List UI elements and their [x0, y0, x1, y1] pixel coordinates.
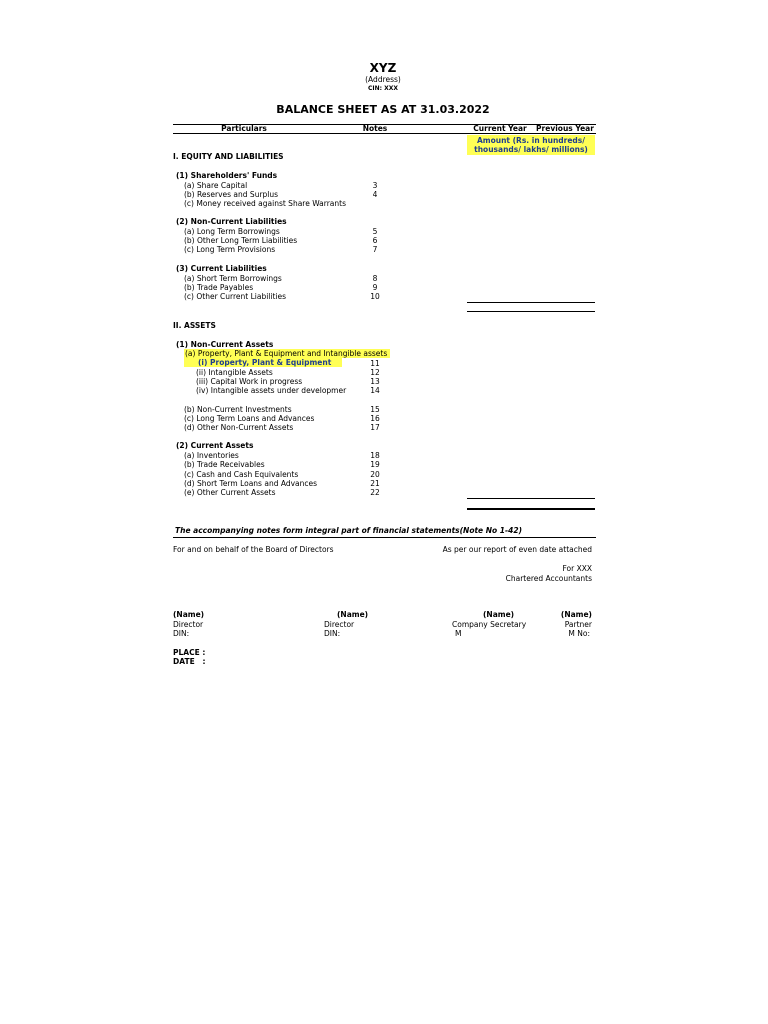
footer-rule — [173, 537, 596, 538]
col-previous-year: Previous Year — [536, 124, 594, 133]
line-item-note: 8 — [372, 274, 378, 283]
line-item-label: (a) Long Term Borrowings — [184, 227, 280, 236]
ppe-subitem-label: (i) Property, Plant & Equipment — [184, 358, 342, 367]
line-item-label: (a) Short Term Borrowings — [184, 274, 282, 283]
amount-note-line1: Amount (Rs. in hundreds/ — [476, 136, 586, 145]
line-item-label: (ii) Intangible Assets — [196, 368, 273, 377]
line-item-note: 5 — [372, 227, 378, 236]
equity-total-rule-top — [467, 302, 595, 303]
place-label: PLACE : — [173, 648, 206, 657]
line-item-label: (b) Other Long Term Liabilities — [184, 236, 298, 245]
line-item-label: (iii) Capital Work in progress — [196, 377, 303, 386]
firm-type: Chartered Accountants — [505, 574, 592, 583]
current-assets-heading: (2) Current Assets — [176, 441, 254, 450]
for-firm: For XXX — [562, 564, 592, 573]
line-item-label: (b) Non-Current Investments — [184, 405, 292, 414]
line-item-label: (d) Other Non-Current Assets — [184, 423, 294, 432]
line-item-label: (c) Long Term Provisions — [184, 245, 276, 254]
line-item-note: 17 — [370, 423, 380, 432]
line-item-note: 6 — [372, 236, 378, 245]
signatory-name: (Name) — [337, 610, 369, 619]
line-item-note: 18 — [370, 451, 380, 460]
line-item-note: 10 — [370, 292, 380, 301]
assets-total-rule-top — [467, 498, 595, 499]
noncurrent-liabilities-heading: (2) Non-Current Liabilities — [176, 217, 287, 226]
line-item-label: (a) Inventories — [184, 451, 239, 460]
report-text: As per our report of even date attached — [442, 545, 592, 554]
line-item-label: (c) Money received against Share Warrants — [184, 199, 346, 208]
line-item-label: (b) Trade Payables — [184, 283, 254, 292]
line-item-note: 14 — [370, 386, 380, 395]
signatory-id: DIN: — [173, 629, 190, 638]
signatory-role: Company Secretary — [452, 620, 527, 629]
signatory-name: (Name) — [173, 610, 205, 619]
line-item-label: (a) Share Capital — [184, 181, 248, 190]
line-item-label: (iv) Intangible assets under developmer — [196, 386, 347, 395]
signatory-role: Director — [324, 620, 355, 629]
ppe-heading: (a) Property, Plant & Equipment and Intangible assets — [184, 349, 390, 358]
notes-statement: The accompanying notes form integral part of financial statements(Note No 1-42) — [175, 526, 522, 535]
page-title: BALANCE SHEET AS AT 31.03.2022 — [276, 103, 490, 116]
amount-note-box — [467, 135, 595, 155]
signatory-name: (Name) — [483, 610, 515, 619]
line-item-note: 12 — [370, 368, 380, 377]
company-cin: CIN: XXX — [367, 85, 399, 92]
line-item-label: (b) Reserves and Surplus — [184, 190, 279, 199]
line-item-label: (c) Cash and Cash Equivalents — [184, 470, 299, 479]
line-item-note: 3 — [372, 181, 378, 190]
signatory-id: M — [455, 629, 462, 638]
line-item-note: 13 — [370, 377, 380, 386]
line-item-label: (e) Other Current Assets — [184, 488, 276, 497]
line-item-note: 9 — [372, 283, 378, 292]
signatory-role: Director — [173, 620, 204, 629]
noncurrent-assets-heading: (1) Non-Current Assets — [176, 340, 274, 349]
signatory-role: Partner — [564, 620, 592, 629]
company-name: XYZ — [369, 61, 397, 75]
line-item-note: 16 — [370, 414, 380, 423]
line-item-label: (b) Trade Receivables — [184, 460, 265, 469]
equity-heading: I. EQUITY AND LIABILITIES — [173, 152, 284, 161]
col-particulars: Particulars — [221, 124, 267, 133]
date-label: DATE : — [173, 657, 206, 666]
line-item-note: 4 — [372, 190, 378, 199]
line-item-label: (d) Short Term Loans and Advances — [184, 479, 318, 488]
line-item-note: 15 — [370, 405, 380, 414]
signatory-id: M No: — [568, 629, 590, 638]
line-item-note: 22 — [370, 488, 380, 497]
amount-note-line2: thousands/ lakhs/ millions) — [474, 145, 588, 154]
line-item-note: 20 — [370, 470, 380, 479]
signatory-id: DIN: — [324, 629, 341, 638]
line-item-note: 11 — [370, 359, 380, 368]
line-item-note: 19 — [370, 460, 380, 469]
board-text: For and on behalf of the Board of Directors — [173, 545, 334, 554]
col-notes: Notes — [362, 124, 388, 133]
current-liabilities-heading: (3) Current Liabilities — [176, 264, 267, 273]
col-current-year: Current Year — [473, 124, 527, 133]
signatory-name: (Name) — [560, 610, 592, 619]
company-address: (Address) — [365, 75, 401, 84]
assets-heading: II. ASSETS — [173, 321, 216, 330]
line-item-label: (c) Other Current Liabilities — [184, 292, 287, 301]
line-item-label: (c) Long Term Loans and Advances — [184, 414, 315, 423]
assets-total-rule-bottom — [467, 508, 595, 510]
equity-total-rule-bottom — [467, 311, 595, 312]
shareholders-heading: (1) Shareholders' Funds — [176, 171, 278, 180]
header-rule — [173, 133, 596, 134]
line-item-note: 7 — [372, 245, 378, 254]
line-item-note: 21 — [370, 479, 380, 488]
